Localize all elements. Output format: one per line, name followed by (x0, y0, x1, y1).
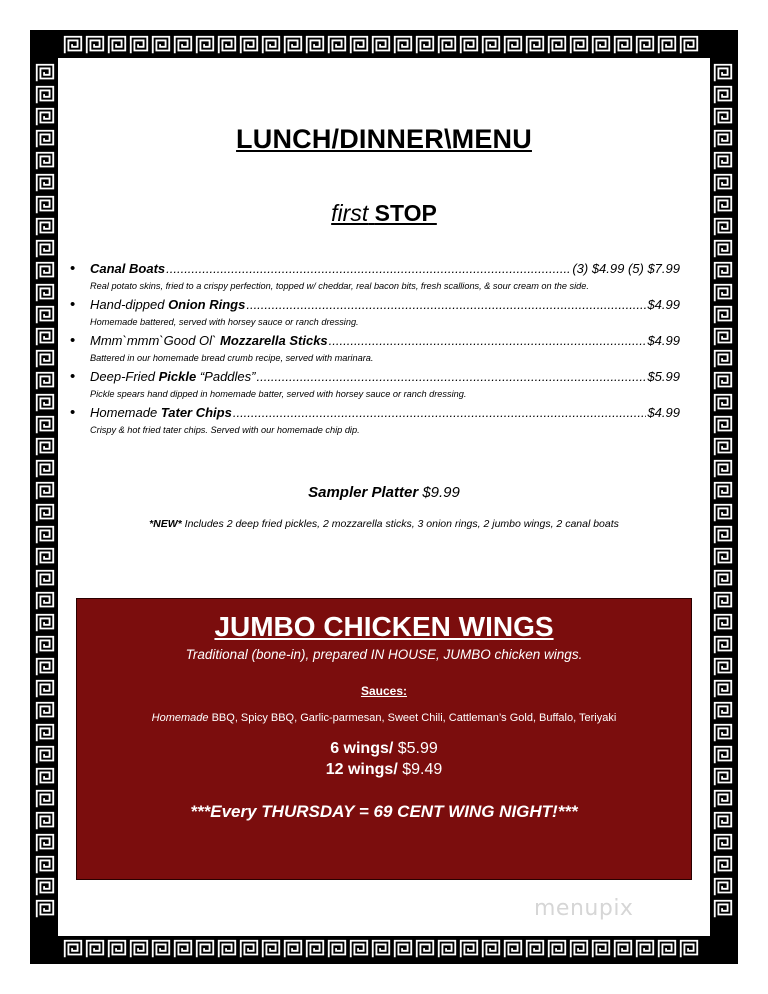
greek-key-tile (33, 194, 57, 216)
greek-key-tile (33, 766, 57, 788)
greek-key-tile (711, 656, 735, 678)
greek-key-tile (524, 33, 546, 57)
greek-key-tile (216, 33, 238, 57)
greek-key-tile (711, 172, 735, 194)
greek-key-tile (711, 700, 735, 722)
wing-price-6: 6 wings/ $5.99 (330, 740, 438, 757)
greek-key-tile (711, 84, 735, 106)
greek-key-tile (106, 937, 128, 961)
greek-key-tile (33, 722, 57, 744)
greek-key-tile (711, 876, 735, 898)
greek-key-tile (282, 937, 304, 961)
leader-dots (166, 261, 571, 276)
greek-key-tile (711, 128, 735, 150)
greek-key-tile (392, 937, 414, 961)
greek-key-tile (106, 33, 128, 57)
sampler-platter (60, 484, 708, 501)
greek-key-tile (33, 150, 57, 172)
greek-key-tile (711, 766, 735, 788)
wing-price-12: 12 wings/ $9.49 (325, 761, 443, 778)
greek-key-tile (62, 33, 84, 57)
item-description: Pickle spears hand dipped in homemade batter, served with horsey sauce or ranch dressing. (90, 389, 467, 399)
greek-key-tile (33, 546, 57, 568)
list-item (68, 405, 680, 441)
greek-key-tile (150, 937, 172, 961)
greek-key-tile (502, 937, 524, 961)
greek-key-tile (711, 326, 735, 348)
greek-key-tile (33, 436, 57, 458)
greek-key-tile (711, 590, 735, 612)
greek-key-tile (33, 62, 57, 84)
greek-key-tile (326, 33, 348, 57)
greek-key-tile (711, 722, 735, 744)
leader-dots (256, 369, 646, 384)
greek-key-tile (326, 937, 348, 961)
greek-key-tile (711, 282, 735, 304)
greek-key-tile (62, 937, 84, 961)
greek-key-tile (304, 33, 326, 57)
greek-key-tile (392, 33, 414, 57)
greek-key-tile (711, 898, 735, 920)
greek-key-tile (33, 106, 57, 128)
greek-key-tile (634, 937, 656, 961)
greek-key-tile (711, 348, 735, 370)
greek-key-tile (282, 33, 304, 57)
greek-key-tile (711, 612, 735, 634)
greek-key-tile (33, 348, 57, 370)
leader-dots (246, 297, 646, 312)
greek-key-tile (711, 106, 735, 128)
greek-key-tile (711, 568, 735, 590)
greek-key-tile (370, 33, 392, 57)
greek-key-tile (524, 937, 546, 961)
leader-dots (233, 405, 647, 420)
new-tag: *NEW* (149, 518, 182, 530)
greek-key-tile (502, 33, 524, 57)
greek-key-tile (711, 788, 735, 810)
greek-key-tile (33, 898, 57, 920)
greek-key-tile (458, 33, 480, 57)
greek-key-tile (480, 33, 502, 57)
item-description: Crispy & hot fried tater chips. Served with our homemade chip dip. (90, 425, 360, 435)
greek-key-tile (711, 810, 735, 832)
greek-key-tile (33, 480, 57, 502)
greek-key-tile (304, 937, 326, 961)
list-item (68, 297, 680, 333)
greek-key-tile (711, 502, 735, 524)
greek-key-tile (150, 33, 172, 57)
greek-key-tile (711, 546, 735, 568)
sampler-description: *NEW* Includes 2 deep fried pickles, 2 mozzarella sticks, 3 onion rings, 2 jumbo wings, 2 canal boats (149, 518, 619, 530)
greek-key-tile (711, 238, 735, 260)
greek-key-tile (33, 612, 57, 634)
wings-subtitle: Traditional (bone-in), prepared IN HOUSE, JUMBO chicken wings. (185, 647, 583, 662)
item-name: • Deep-Fried Pickle “Paddles” (90, 369, 256, 384)
greek-key-tile (128, 937, 150, 961)
greek-key-tile (84, 937, 106, 961)
greek-key-tile (480, 937, 502, 961)
greek-key-tile (33, 524, 57, 546)
greek-key-tile (568, 937, 590, 961)
leader-dots (329, 333, 647, 348)
greek-key-tile (238, 937, 260, 961)
greek-key-tile (711, 304, 735, 326)
item-price: $4.99 (647, 405, 680, 420)
greek-key-tile (711, 480, 735, 502)
greek-key-tile (33, 260, 57, 282)
section-title (60, 200, 708, 227)
greek-key-tile (33, 238, 57, 260)
greek-key-tile (33, 172, 57, 194)
greek-key-tile (711, 634, 735, 656)
greek-key-tile (612, 33, 634, 57)
greek-key-tile (711, 744, 735, 766)
item-description: Homemade battered, served with horsey sauce or ranch dressing. (90, 317, 359, 327)
greek-key-tile (260, 33, 282, 57)
greek-key-tile (711, 194, 735, 216)
list-item (68, 333, 680, 369)
greek-key-tile (711, 832, 735, 854)
appetizer-list (68, 261, 680, 441)
border-right-pattern (711, 62, 735, 932)
greek-key-tile (33, 678, 57, 700)
greek-key-tile (33, 414, 57, 436)
section-title-bold: STOP (374, 200, 437, 226)
section-title-italic: first (331, 200, 369, 226)
greek-key-tile (711, 414, 735, 436)
greek-key-tile (84, 33, 106, 57)
item-name: • Mmm`mmm`Good Ol` Mozzarella Sticks (90, 333, 328, 348)
greek-key-tile (33, 656, 57, 678)
item-name: • Hand-dipped Onion Rings (90, 297, 246, 312)
greek-key-tile (711, 216, 735, 238)
greek-key-tile (414, 33, 436, 57)
greek-key-tile (546, 937, 568, 961)
greek-key-tile (33, 634, 57, 656)
item-price: (3) $4.99 (5) $7.99 (572, 261, 680, 276)
wing-night-special: ***Every THURSDAY = 69 CENT WING NIGHT!*** (190, 802, 578, 821)
greek-key-tile (711, 458, 735, 480)
greek-key-tile (33, 810, 57, 832)
greek-key-tile (711, 392, 735, 414)
item-name: • Canal Boats (90, 261, 166, 276)
greek-key-tile (568, 33, 590, 57)
greek-key-tile (458, 937, 480, 961)
greek-key-tile (33, 788, 57, 810)
greek-key-tile (238, 33, 260, 57)
greek-key-tile (194, 33, 216, 57)
greek-key-tile (656, 33, 678, 57)
greek-key-tile (590, 33, 612, 57)
greek-key-tile (348, 937, 370, 961)
greek-key-tile (711, 62, 735, 84)
greek-key-tile (128, 33, 150, 57)
greek-key-tile (33, 700, 57, 722)
greek-key-tile (33, 216, 57, 238)
greek-key-tile (33, 128, 57, 150)
greek-key-tile (711, 524, 735, 546)
sampler-price: $9.99 (422, 484, 460, 501)
greek-key-tile (33, 832, 57, 854)
item-name: • Homemade Tater Chips (90, 405, 232, 420)
greek-key-tile (348, 33, 370, 57)
greek-key-tile (678, 33, 700, 57)
greek-key-tile (436, 33, 458, 57)
greek-key-tile (634, 33, 656, 57)
greek-key-tile (711, 370, 735, 392)
item-price: $4.99 (647, 297, 680, 312)
greek-key-tile (711, 150, 735, 172)
greek-key-tile (370, 937, 392, 961)
greek-key-tile (33, 282, 57, 304)
list-item (68, 369, 680, 405)
list-item (68, 261, 680, 297)
greek-key-tile (678, 937, 700, 961)
greek-key-tile (33, 370, 57, 392)
greek-key-tile (590, 937, 612, 961)
greek-key-tile (172, 33, 194, 57)
greek-key-tile (414, 937, 436, 961)
menu-title: LUNCH/DINNER\MENU (236, 124, 532, 154)
sauces-list: Homemade BBQ, Spicy BBQ, Garlic-parmesan, Sweet Chili, Cattleman’s Gold, Buffalo, Teriyaki (151, 712, 617, 724)
greek-key-tile (33, 326, 57, 348)
greek-key-tile (33, 502, 57, 524)
greek-key-tile (194, 937, 216, 961)
greek-key-tile (33, 876, 57, 898)
item-price: $4.99 (647, 333, 680, 348)
sampler-name: Sampler Platter (308, 484, 419, 501)
item-description: Real potato skins, fried to a crispy perfection, topped w/ cheddar, real bacon bits, fresh scallions, & sour cream on the side. (90, 281, 589, 291)
greek-key-tile (33, 304, 57, 326)
greek-key-tile (656, 937, 678, 961)
greek-key-tile (33, 744, 57, 766)
greek-key-tile (436, 937, 458, 961)
item-description: Battered in our homemade bread crumb recipe, served with marinara. (90, 353, 374, 363)
greek-key-tile (711, 854, 735, 876)
border-top-pattern (62, 33, 706, 57)
wings-panel (76, 598, 692, 880)
greek-key-tile (33, 84, 57, 106)
watermark-logo: menupix (534, 896, 634, 921)
greek-key-tile (711, 436, 735, 458)
sauces-heading: Sauces: (360, 684, 408, 698)
wings-title: JUMBO CHICKEN WINGS (214, 611, 554, 642)
wing-prices (77, 738, 691, 780)
greek-key-tile (612, 937, 634, 961)
greek-key-tile (172, 937, 194, 961)
greek-key-tile (711, 260, 735, 282)
greek-key-tile (216, 937, 238, 961)
greek-key-tile (546, 33, 568, 57)
border-bottom-pattern (62, 937, 706, 961)
greek-key-tile (260, 937, 282, 961)
greek-key-tile (33, 568, 57, 590)
item-price: $5.99 (647, 369, 680, 384)
greek-key-tile (711, 678, 735, 700)
greek-key-tile (33, 458, 57, 480)
menu-content (60, 60, 708, 934)
greek-key-tile (33, 392, 57, 414)
greek-key-tile (33, 590, 57, 612)
greek-key-tile (33, 854, 57, 876)
border-left-pattern (33, 62, 57, 932)
